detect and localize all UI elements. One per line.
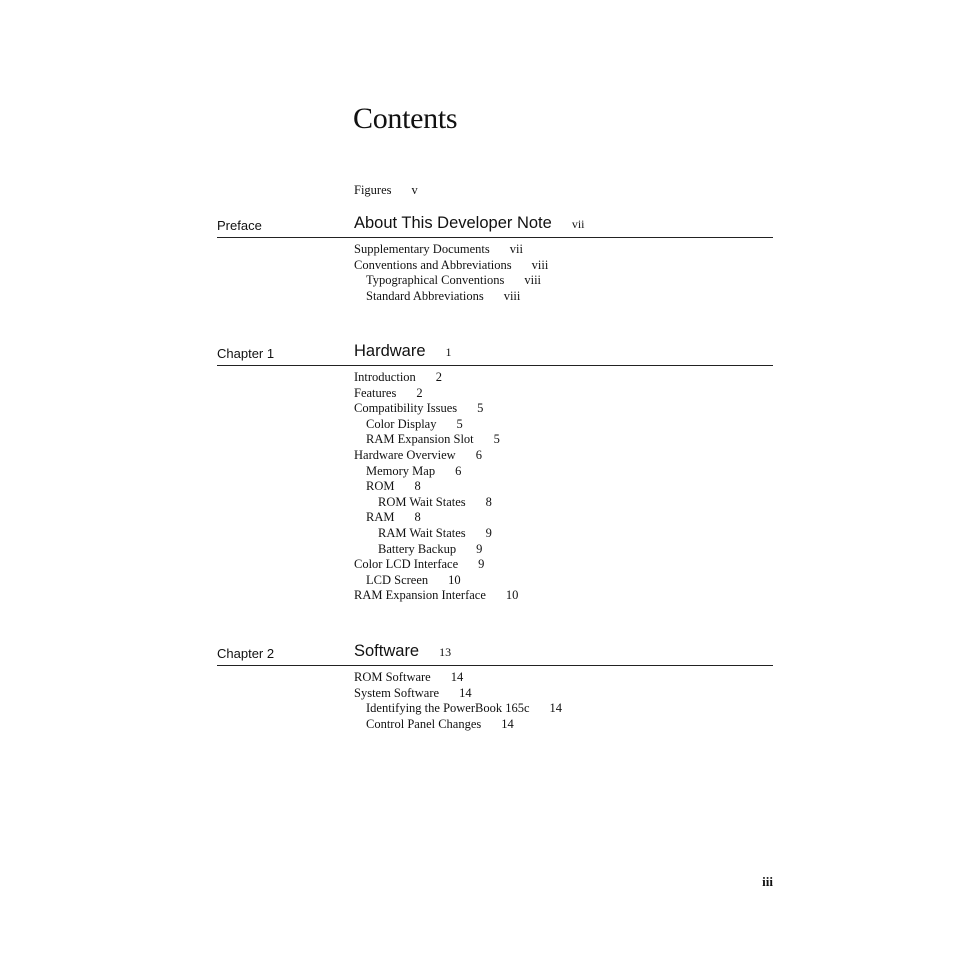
toc-entry[interactable]	[354, 447, 482, 463]
toc-entry-page: 9	[478, 557, 485, 572]
toc-entry-text: Color Display	[366, 416, 437, 431]
chapter1-rule	[217, 365, 773, 366]
toc-entry[interactable]	[366, 431, 500, 447]
toc-entry-text: Supplementary Documents	[354, 242, 490, 256]
toc-entry-text: Compatibility Issues	[354, 401, 458, 416]
toc-entry-page: 5	[477, 401, 484, 416]
toc-entry[interactable]	[366, 288, 520, 304]
toc-entry-text: Memory Map	[366, 463, 436, 478]
preface-rule	[217, 237, 773, 238]
toc-entry[interactable]	[366, 478, 421, 494]
toc-entry-page: 6	[475, 448, 482, 462]
toc-entry-page: 8	[414, 479, 421, 494]
toc-entry-text: Typographical Conventions	[366, 273, 505, 288]
toc-entry-page: 6	[455, 463, 462, 478]
page-title: Contents	[353, 102, 458, 135]
toc-entry-text: ROM Wait States	[378, 494, 466, 509]
toc-entry[interactable]	[366, 716, 514, 732]
toc-entry[interactable]	[354, 241, 523, 257]
toc-entry-page: 8	[414, 510, 421, 525]
toc-entry[interactable]	[366, 272, 541, 288]
chapter1-title: Hardware	[354, 342, 426, 360]
toc-entry[interactable]	[366, 700, 562, 716]
toc-entry-text: RAM Expansion Slot	[366, 432, 474, 447]
toc-entry-text: Battery Backup	[378, 541, 457, 556]
toc-entry-page: 14	[501, 716, 514, 731]
toc-entry-page: 5	[493, 432, 500, 447]
toc-entry[interactable]	[354, 385, 423, 401]
toc-entry-page: vii	[509, 242, 523, 256]
toc-entry-text: RAM Wait States	[378, 526, 466, 540]
chapter1-label: Chapter 1	[217, 346, 275, 361]
toc-entry-page: 10	[505, 588, 519, 603]
chapter2-title: Software	[354, 642, 420, 660]
preface-title: About This Developer Note	[354, 214, 552, 232]
toc-entry[interactable]	[378, 525, 492, 541]
toc-entry-page: 14	[459, 685, 472, 700]
toc-entry-text: Hardware Overview	[354, 448, 456, 462]
toc-entry[interactable]	[354, 685, 472, 701]
toc-entry-page: viii	[524, 273, 542, 288]
toc-entry-page: viii	[531, 257, 549, 272]
toc-entry[interactable]	[366, 509, 421, 525]
toc-entry-text: Standard Abbreviations	[366, 288, 484, 303]
toc-entry-text: Identifying the PowerBook 165c	[366, 701, 530, 716]
toc-entry-text: Control Panel Changes	[366, 716, 482, 731]
toc-entry[interactable]	[366, 463, 461, 479]
toc-entry[interactable]	[378, 494, 492, 510]
chapter1-page: 1	[445, 345, 452, 359]
toc-entry[interactable]	[354, 669, 463, 685]
toc-entry-figures[interactable]	[354, 182, 418, 198]
page-number: iii	[762, 874, 773, 889]
chapter1-heading[interactable]	[354, 342, 452, 361]
toc-entry-page: 14	[450, 670, 464, 684]
chapter2-label: Chapter 2	[217, 646, 275, 661]
toc-entry[interactable]	[354, 369, 442, 385]
toc-entry-text: Introduction	[354, 370, 416, 384]
toc-entry-page: 5	[456, 416, 463, 431]
toc-entry-text: System Software	[354, 685, 440, 700]
toc-entry[interactable]	[354, 587, 518, 603]
toc-entry-text: RAM Expansion Interface	[354, 588, 486, 603]
toc-entry[interactable]	[354, 556, 484, 572]
toc-entry-text: Color LCD Interface	[354, 557, 459, 572]
toc-entry-text: ROM	[366, 479, 395, 494]
toc-entry-text: LCD Screen	[366, 572, 429, 587]
toc-entry-page: 2	[435, 370, 443, 384]
toc-entry-page: 2	[416, 385, 423, 400]
toc-entry-page: viii	[503, 288, 521, 303]
toc-entry-text: Figures	[354, 183, 392, 197]
toc-entry-page: 9	[476, 541, 483, 556]
toc-entry-page: 10	[448, 572, 461, 587]
toc-entry-text: RAM	[366, 510, 395, 525]
toc-entry-text: Conventions and Abbreviations	[354, 257, 512, 272]
toc-entry-page: 14	[549, 701, 563, 716]
chapter2-rule	[217, 665, 773, 666]
toc-entry-text: Features	[354, 385, 397, 400]
toc-entry-text: ROM Software	[354, 670, 431, 684]
toc-entry-page: 9	[485, 526, 492, 540]
toc-entry-page: v	[411, 183, 418, 197]
toc-entry[interactable]	[354, 257, 548, 273]
toc-entry[interactable]	[366, 416, 463, 432]
toc-entry[interactable]	[354, 400, 483, 416]
chapter2-page: 13	[439, 645, 452, 659]
toc-entry[interactable]	[378, 541, 482, 557]
preface-label: Preface	[217, 218, 262, 233]
toc-entry-page: 8	[485, 494, 492, 509]
toc-entry[interactable]	[366, 572, 461, 588]
preface-heading[interactable]	[354, 214, 584, 233]
chapter2-heading[interactable]	[354, 642, 451, 661]
preface-page: vii	[571, 217, 585, 231]
